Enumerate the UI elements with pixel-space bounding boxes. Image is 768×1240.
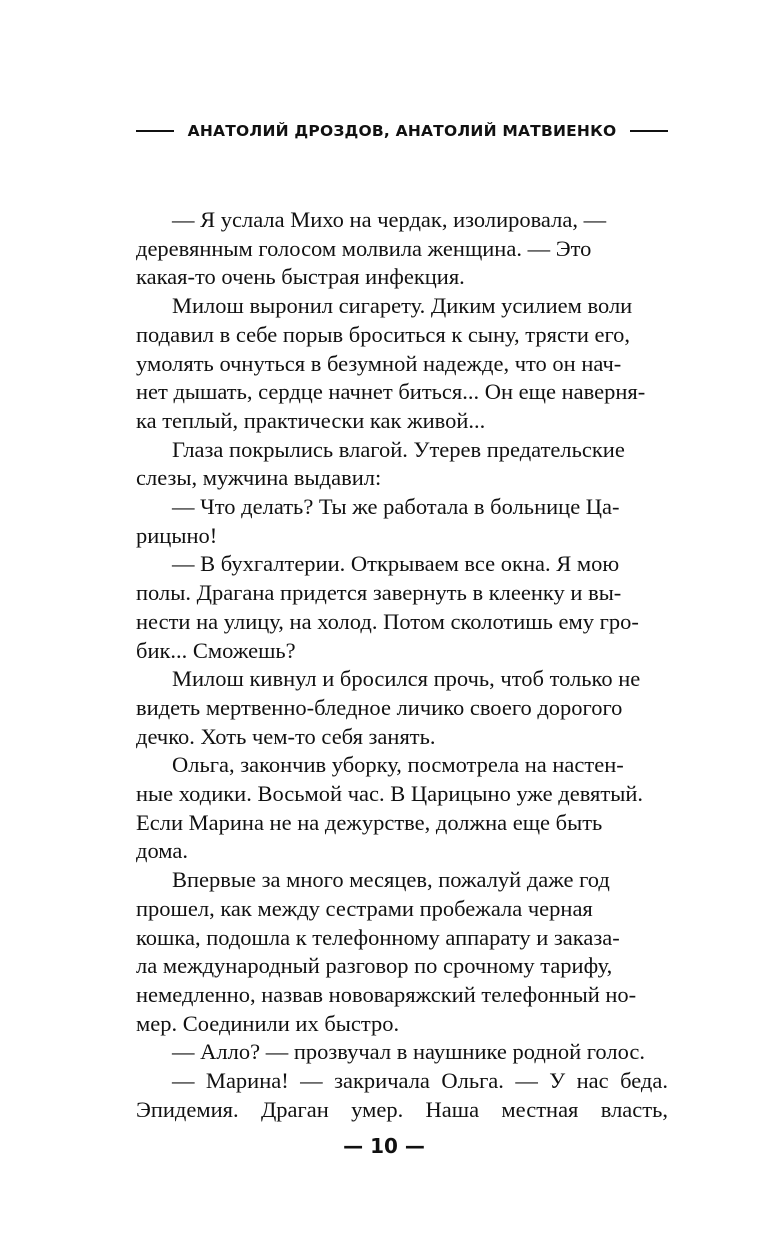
paragraph-3: Глаза покрылись влагой. Утерев предательские слезы, мужчина выдавил: <box>136 436 625 491</box>
paragraph-5: — В бухгалтерии. Открываем все окна. Я мою полы. Драгана придется завернуть в клеенку и вы- нести на улицу, на холод. Потом сколотишь ему гро- бик... Сможешь? <box>136 551 639 663</box>
body-text <box>136 206 668 1125</box>
header-author: АНАТОЛИЙ ДРОЗДОВ, АНАТОЛИЙ МАТВИЕНКО <box>187 122 617 140</box>
paragraph-4: — Что делать? Ты же работала в больнице Ца- рицыно! <box>136 494 620 548</box>
header-rule-left <box>136 130 174 132</box>
paragraph-2: Милош выронил сигарету. Диким усилием воли подавил в себе порыв броситься к сыну, трясти его, умолять очнуться в безумной надежде, что он нач- нет дышать, сердце начнет биться... Он еще наверня- ка теплый, практически как живой... <box>136 293 646 433</box>
paragraph-9: — Алло? — прозвучал в наушнике родной голос. <box>172 1039 646 1065</box>
paragraph-1: — Я услала Михо на чердак, изолировала, — деревянным голосом молвила женщина. — Это какая-то очень быстрая инфекция. <box>136 207 607 290</box>
running-header <box>136 118 668 144</box>
paragraph-6: Милош кивнул и бросился прочь, чтоб только не видеть мертвенно-бледное личико своего дорогого дечко. Хоть чем-то себя занять. <box>136 666 641 749</box>
header-rule-right <box>630 130 668 132</box>
paragraph-10: — Марина! — закричала Ольга. — У нас беда. Эпидемия. Драган умер. Наша местная власть, <box>136 1068 668 1122</box>
paragraph-8: Впервые за много месяцев, пожалуй даже год прошел, как между сестрами пробежала черная кошка, подошла к телефонному аппарату и заказа- ла международный разговор по срочному тарифу, немедленно, назвав нововаряжский телефонный но- мер. Соединили их быстро. <box>136 867 637 1036</box>
page-number: — 10 — <box>343 1134 425 1158</box>
paragraph-7: Ольга, закончив уборку, посмотрела на настен- ные ходики. Восьмой час. В Царицыно уже девятый. Если Марина не на дежурстве, должна еще быть дома. <box>136 752 644 864</box>
